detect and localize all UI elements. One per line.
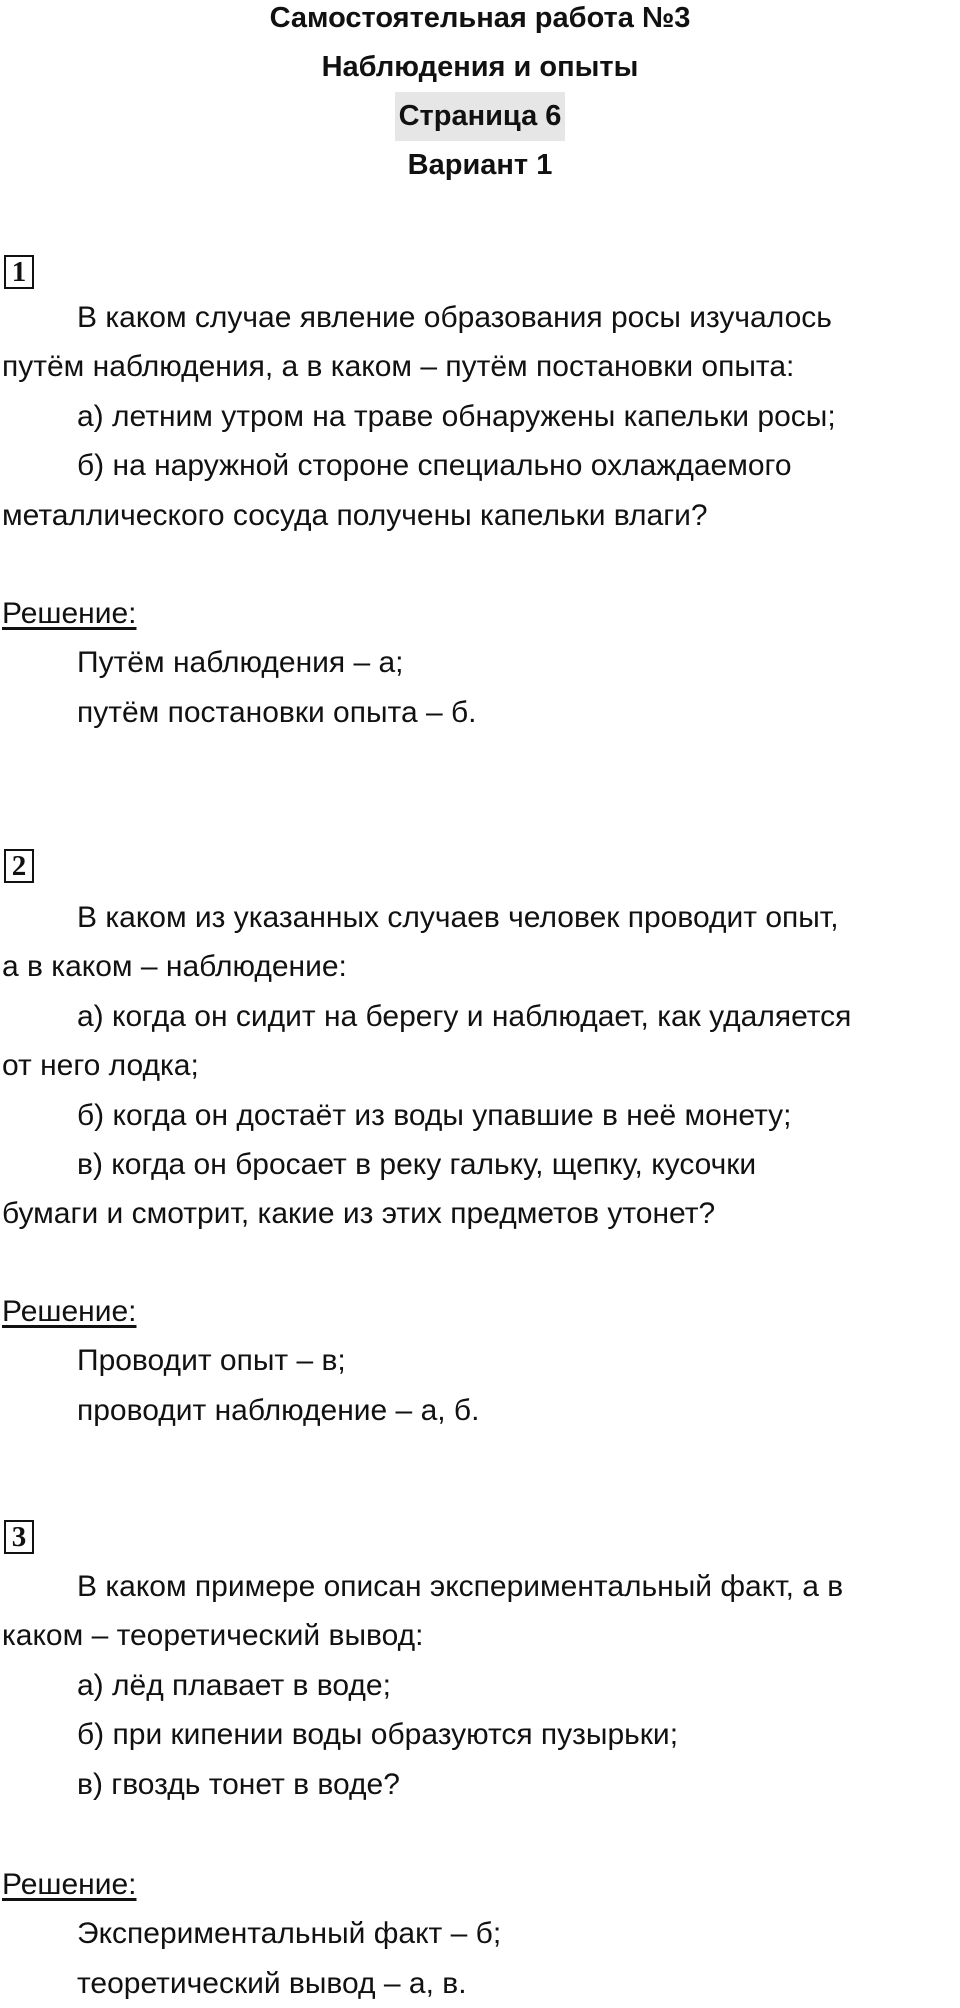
task-3-solution-label: Решение: [2,1868,137,1901]
variant-label: Вариант 1 [407,149,553,181]
task-1-option-a: а) летним утром на траве обнаружены капельки росы; [77,399,836,433]
task-3-answer-line: теоретический вывод – а, в. [77,1966,467,2000]
task-2-question-line: В каком из указанных случаев человек проводит опыт, [77,901,839,934]
task-1-number: 1 [4,255,34,289]
task-2-number: 2 [4,849,34,883]
page-number: Страница 6 [395,92,566,141]
task-2-option-b: б) когда он достаёт из воды упавшие в неё монету; [77,1098,792,1132]
task-1-question [2,293,952,540]
task-1-solution-label: Решение: [2,597,137,630]
task-3-question-line: В каком примере описан экспериментальный факт, а в [77,1570,844,1603]
task-3-number: 3 [4,1520,34,1554]
task-2-solution-label: Решение: [2,1295,137,1328]
task-2-option-c: в) когда он бросает в реку гальку, щепку, кусочки [77,1148,757,1182]
task-1-answer-line: путём постановки опыта – б. [77,695,477,729]
task-2-solution [2,1287,952,1435]
task-1-option-b: б) на наружной стороне специально охлаждаемого [77,449,792,483]
task-2-answer-line: проводит наблюдение – а, б. [77,1393,480,1427]
task-3-solution [2,1860,952,2008]
task-1-question-line: В каком случае явление образования росы изучалось [77,301,832,334]
task-2-option-a: а) когда он сидит на берегу и наблюдает, как удаляется [77,999,852,1033]
task-3-question [2,1562,952,1809]
worksheet-title: Самостоятельная работа №3 [269,2,691,34]
task-2-answer-line: Проводит опыт – в; [77,1344,346,1378]
task-1-answer-line: Путём наблюдения – а; [77,646,404,680]
task-1-solution [2,589,952,737]
task-3-question-line: каком – теоретический вывод: [2,1619,424,1653]
worksheet-topic: Наблюдения и опыты [321,51,639,83]
task-2-option-c-cont: бумаги и смотрит, какие из этих предметов утонет? [2,1197,716,1231]
task-3-answer-line: Экспериментальный факт – б; [77,1917,502,1951]
task-2-question-line: а в каком – наблюдение: [2,950,347,984]
task-3-option-c: в) гвоздь тонет в воде? [77,1767,400,1801]
task-2-question [2,893,952,1239]
task-2-option-a-cont: от него лодка; [2,1049,199,1083]
task-3-option-b: б) при кипении воды образуются пузырьки; [77,1718,679,1752]
task-3-option-a: а) лёд плавает в воде; [77,1668,391,1702]
worksheet-header [0,0,960,190]
task-1-question-line: путём наблюдения, а в каком – путём постановки опыта: [2,350,795,384]
task-1-option-b-cont: металлического сосуда получены капельки влаги? [2,498,708,532]
